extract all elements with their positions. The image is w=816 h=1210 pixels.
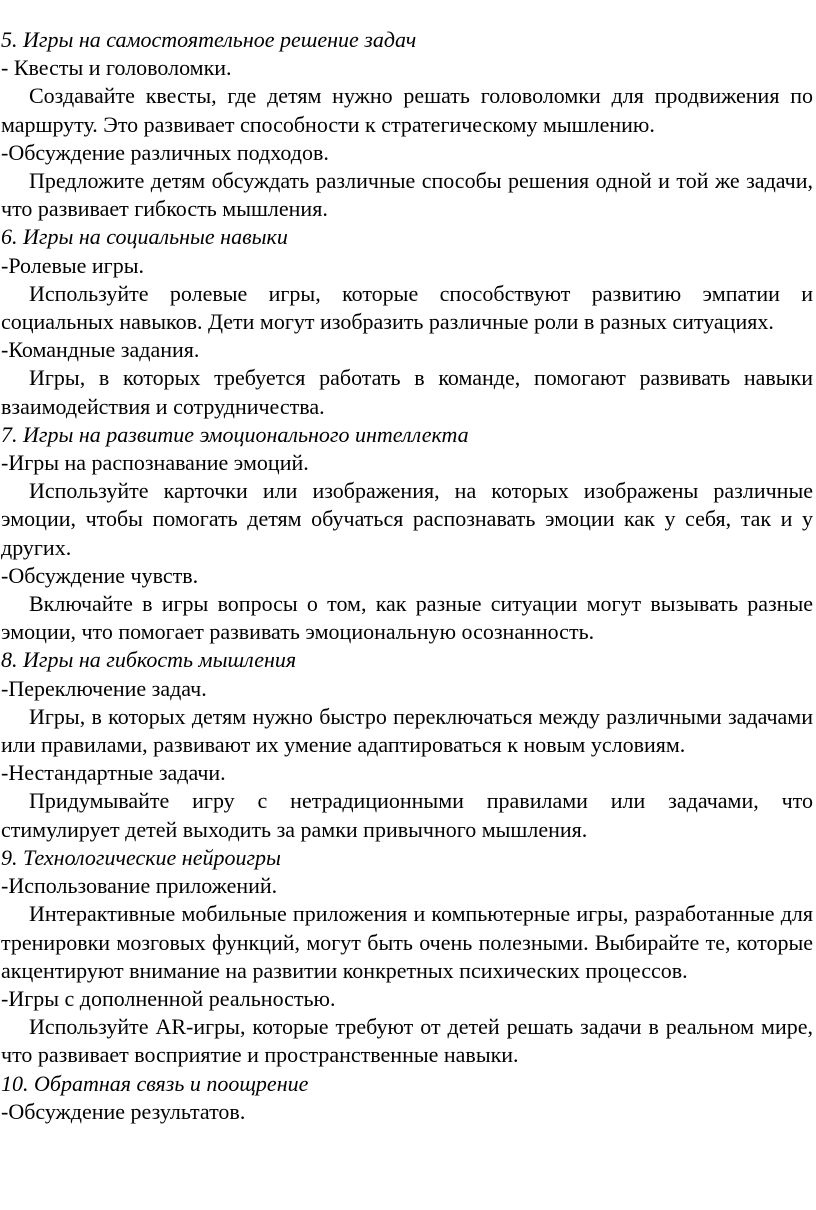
item-apps: -Использование приложений.	[1, 873, 278, 899]
item-nonstandard: -Нестандартные задачи.	[1, 760, 226, 786]
item-task-switching: -Переключение задач.	[1, 675, 207, 701]
para-emotion-recognition: Используйте карточки или изображения, на которых изображены различные эмоции, чтобы помогать детям обучаться распознавать эмоции как у себя, так и у других.	[1, 478, 813, 560]
item-approaches: -Обсуждение различных подходов.	[1, 139, 329, 165]
item-team-tasks: -Командные задания.	[1, 337, 200, 363]
item-results: -Обсуждение результатов.	[1, 1098, 246, 1124]
item-ar: -Игры с дополненной реальностью.	[1, 985, 336, 1011]
item-quests: - Квесты и головоломки.	[1, 55, 232, 81]
heading-section-5: 5. Игры на самостоятельное решение задач	[1, 27, 417, 52]
heading-section-6: 6. Игры на социальные навыки	[1, 224, 288, 250]
heading-section-10: 10. Обратная связь и поощрение	[1, 1070, 309, 1096]
document-page	[0, 26, 816, 1126]
para-task-switching: Игры, в которых детям нужно быстро переключаться между различными задачами или правилами, развивают их умение адаптироваться к новым условиям.	[1, 703, 813, 758]
heading-section-7: 7. Игры на развитие эмоционального интеллекта	[1, 421, 469, 447]
heading-section-8: 8. Игры на гибкость мышления	[1, 647, 297, 673]
para-apps: Интерактивные мобильные приложения и компьютерные игры, разработанные для тренировки мозговых функций, могут быть очень полезными. Выбирайте те, которые акцентируют внимание на развитии конкретных психических процессов.	[1, 901, 813, 983]
para-feelings: Включайте в игры вопросы о том, как разные ситуации могут вызывать разные эмоции, что помогает развивать эмоциональную осознанность.	[1, 591, 813, 645]
heading-section-9: 9. Технологические нейроигры	[1, 844, 281, 870]
item-role-play: -Ролевые игры.	[1, 252, 144, 278]
para-role-play: Используйте ролевые игры, которые способствуют развитию эмпатии и социальных навыков. Дети могут изобразить различные роли в разных ситуациях.	[1, 280, 813, 335]
para-quests: Создавайте квесты, где детям нужно решать головоломки для продвижения по маршруту. Это развивает способности к стратегическому мышлению.	[1, 83, 813, 137]
para-ar: Используйте AR-игры, которые требуют от детей решать задачи в реальном мире, что развивает восприятие и пространственные навыки.	[1, 1014, 813, 1068]
item-feelings: -Обсуждение чувств.	[1, 562, 199, 588]
para-approaches: Предложите детям обсуждать различные способы решения одной и той же задачи, что развивает гибкость мышления.	[1, 168, 813, 222]
item-emotion-recognition: -Игры на распознавание эмоций.	[1, 450, 309, 476]
para-nonstandard: Придумывайте игру с нетрадиционными правилами или задачами, что стимулирует детей выходить за рамки привычного мышления.	[1, 788, 813, 842]
para-team-tasks: Игры, в которых требуется работать в команде, помогают развивать навыки взаимодействия и сотрудничества.	[1, 365, 813, 419]
